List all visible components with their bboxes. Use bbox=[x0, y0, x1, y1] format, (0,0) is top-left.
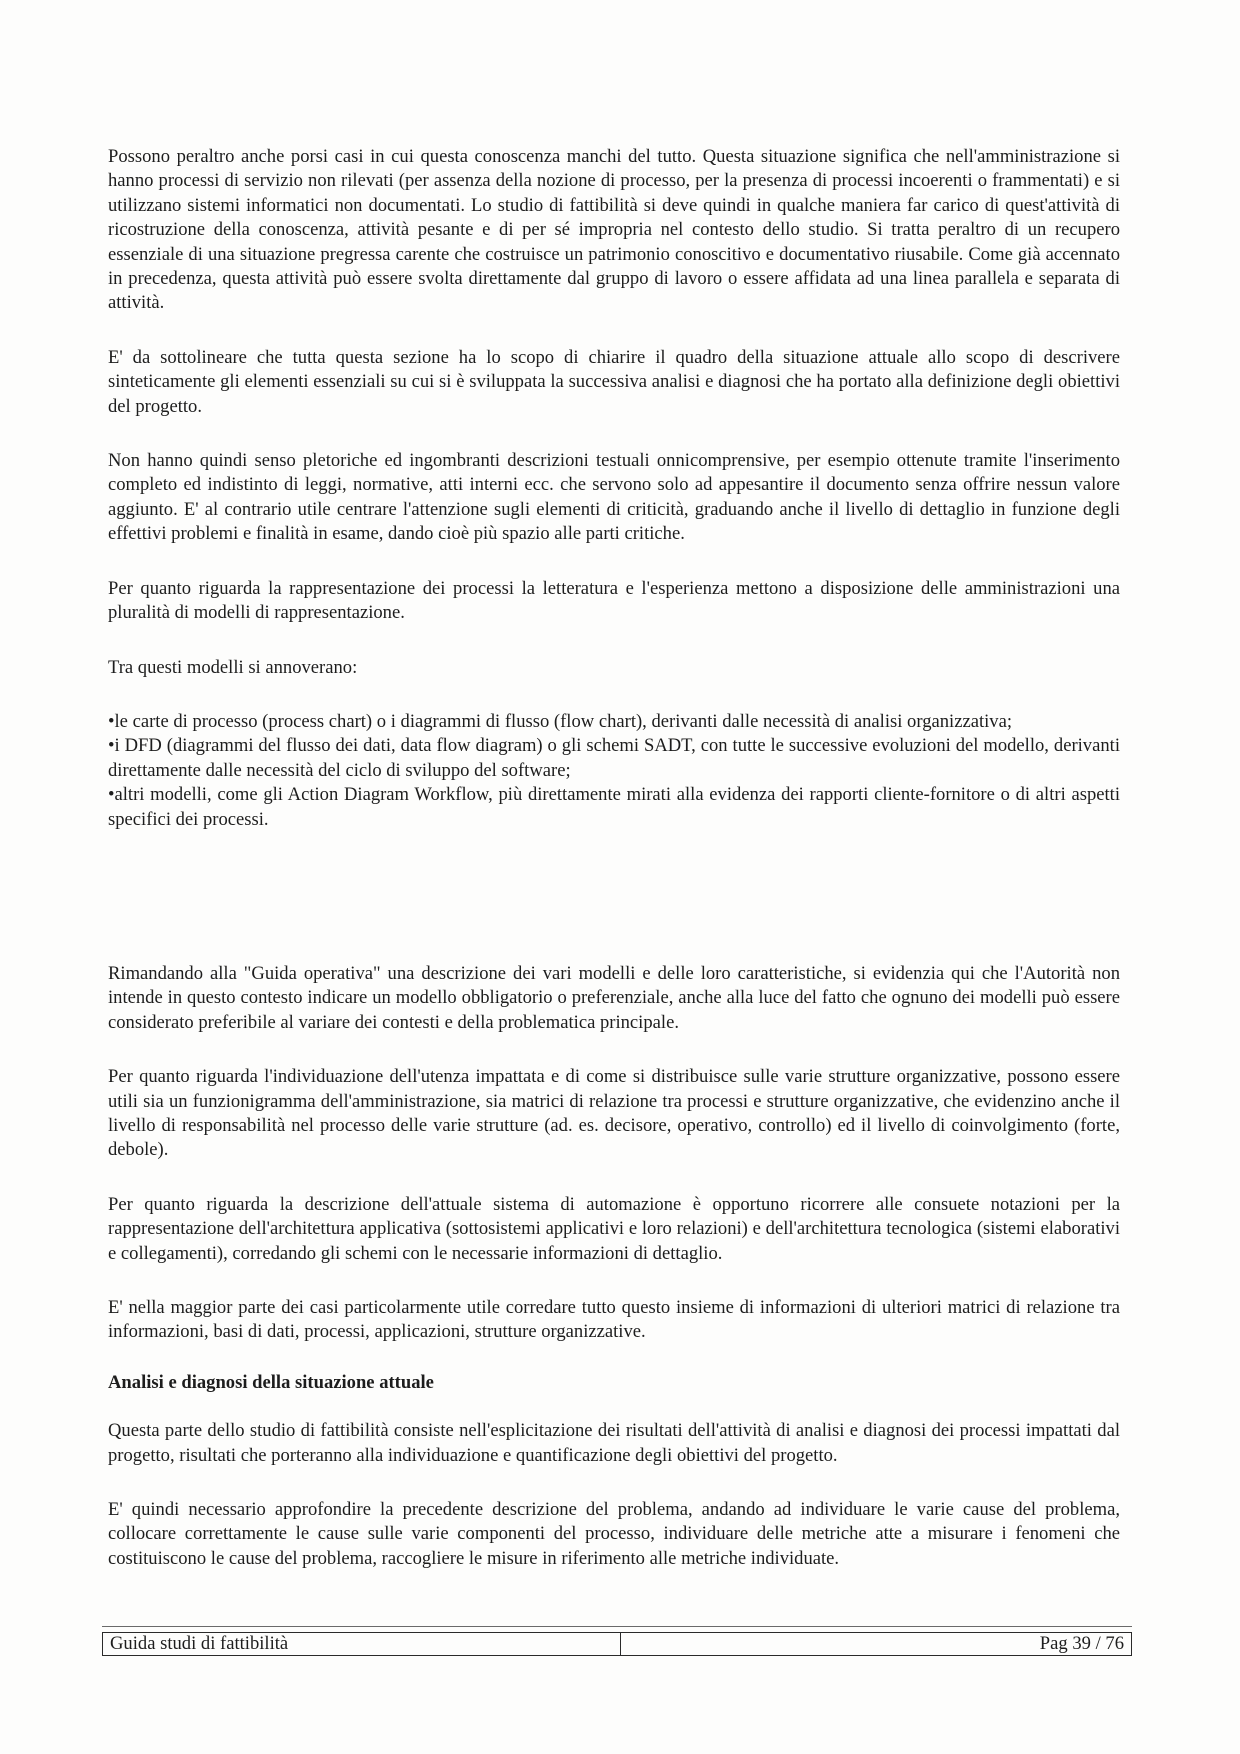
paragraph-automation-system: Per quanto riguarda la descrizione dell'attuale sistema di automazione è opportuno ricorrere alle consuete notazioni per la rappresentazione dell'architettura applicativa (sottosistemi applicativi e loro relazioni) e dell'architettura tecnologica (sistemi elaborativi e collegamenti), corredando gli schemi con le necessarie informazioni di dettaglio. bbox=[108, 1193, 1120, 1264]
list-item: •i DFD (diagrammi del flusso dei dati, data flow diagram) o gli schemi SADT, con tutte le successive evoluzioni del modello, derivanti direttamente dalle necessità del ciclo di sviluppo del software; bbox=[108, 735, 1120, 781]
list-item: •altri modelli, come gli Action Diagram Workflow, più direttamente mirati alla evidenza dei rapporti cliente-fornitore o di altri aspetti specifici dei processi. bbox=[108, 784, 1120, 830]
paragraph-process-representation: Per quanto riguarda la rappresentazione dei processi la letteratura e l'esperienza mettono a disposizione delle amministrazioni una pluralità di modelli di rappresentazione. bbox=[108, 577, 1120, 624]
paragraph-no-verbose-descriptions: Non hanno quindi senso pletoriche ed ingombranti descrizioni testuali onnicomprensive, per esempio ottenute tramite l'inserimento completo ed indistinto di leggi, normative, atti interni ecc. che servono solo ad appesantire il documento senza offrire nessun valore aggiunto. E' al contrario utile centrare l'attenzione sugli elementi di criticità, graduando anche il livello di dettaglio in funzione degli effettivi problemi e finalità in esame, dando cioè più spazio alle parti critiche. bbox=[108, 450, 1120, 545]
blank-space bbox=[108, 832, 1120, 962]
section-heading: Analisi e diagnosi della situazione attuale bbox=[108, 1371, 434, 1393]
footer-rule bbox=[102, 1626, 1132, 1627]
paragraph-knowledge-missing: Possono peraltro anche porsi casi in cui questa conoscenza manchi del tutto. Questa situazione significa che nell'amministrazione si hanno processi di servizio non rilevati (per assenza della nozione di processo, per la presenza di processi incoerenti o frammentati) e si utilizzano sistemi informatici non documentati. Lo studio di fattibilità si deve quindi in qualche maniera far carico di quest'attività di ricostruzione della conoscenza, attività pesante e di per sé impropria nel contesto dello studio. Si tratta peraltro di un recupero essenziale di una situazione pregressa carente che costruisce un patrimonio conoscitivo e documentativo riusabile. Come già accennato in precedenza, questa attività può essere svolta direttamente dal gruppo di lavoro o essere affidata ad una linea parallela e separata di attività. bbox=[108, 146, 1120, 314]
paragraph-impacted-users: Per quanto riguarda l'individuazione dell'utenza impattata e di come si distribuisce sulle varie strutture organizzative, possono essere utili sia un funzionigramma dell'amministrazione, sia matrici di relazione tra processi e strutture organizzative, che evidenzino anche il livello di responsabilità nel processo delle varie strutture (ad. es. decisore, operativo, controllo) ed il livello di coinvolgimento (forte, debole). bbox=[108, 1066, 1120, 1161]
page-number: Pag 39 / 76 bbox=[1039, 1633, 1124, 1654]
models-list bbox=[108, 710, 1120, 832]
paragraph-models-intro: Tra questi modelli si annoverano: bbox=[108, 656, 358, 678]
page-body bbox=[108, 145, 1120, 1571]
paragraph-operative-guide: Rimandando alla "Guida operativa" una descrizione dei vari modelli e delle loro caratteristiche, si evidenzia qui che l'Autorità non intende in questo contesto indicare un modello obbligatorio o preferenziale, anche alla luce del fatto che ognuno dei modelli può essere considerato preferibile al variare dei contesti e della problematica principale. bbox=[108, 962, 1120, 1033]
list-item: •le carte di processo (process chart) o i diagrammi di flusso (flow chart), derivanti dalle necessità di analisi organizzativa; bbox=[108, 710, 1013, 732]
page-footer bbox=[102, 1632, 1132, 1656]
paragraph-analysis-diagnosis: Questa parte dello studio di fattibilità consiste nell'esplicitazione dei risultati dell'attività di analisi e diagnosi dei processi impattati dal progetto, risultati che porteranno alla individuazione e quantificazione degli obiettivi del progetto. bbox=[108, 1420, 1120, 1466]
paragraph-relation-matrices: E' nella maggior parte dei casi particolarmente utile corredare tutto questo insieme di informazioni di ulteriori matrici di relazione tra informazioni, basi di dati, processi, applicazioni, strutture organizzative. bbox=[108, 1297, 1120, 1343]
footer-title: Guida studi di fattibilità bbox=[103, 1633, 621, 1655]
paragraph-problem-causes: E' quindi necessario approfondire la precedente descrizione del problema, andando ad individuare le varie cause del problema, collocare correttamente le cause sulle varie componenti del processo, individuare delle metriche atte a misurare i fenomeni che costituiscono le cause del problema, raccogliere le misure in riferimento alle metriche individuate. bbox=[108, 1499, 1120, 1569]
paragraph-section-purpose: E' da sottolineare che tutta questa sezione ha lo scopo di chiarire il quadro della situazione attuale allo scopo di descrivere sinteticamente gli elementi essenziali su cui si è sviluppata la successiva analisi e diagnosi che ha portato alla definizione degli obiettivi del progetto. bbox=[108, 346, 1120, 417]
